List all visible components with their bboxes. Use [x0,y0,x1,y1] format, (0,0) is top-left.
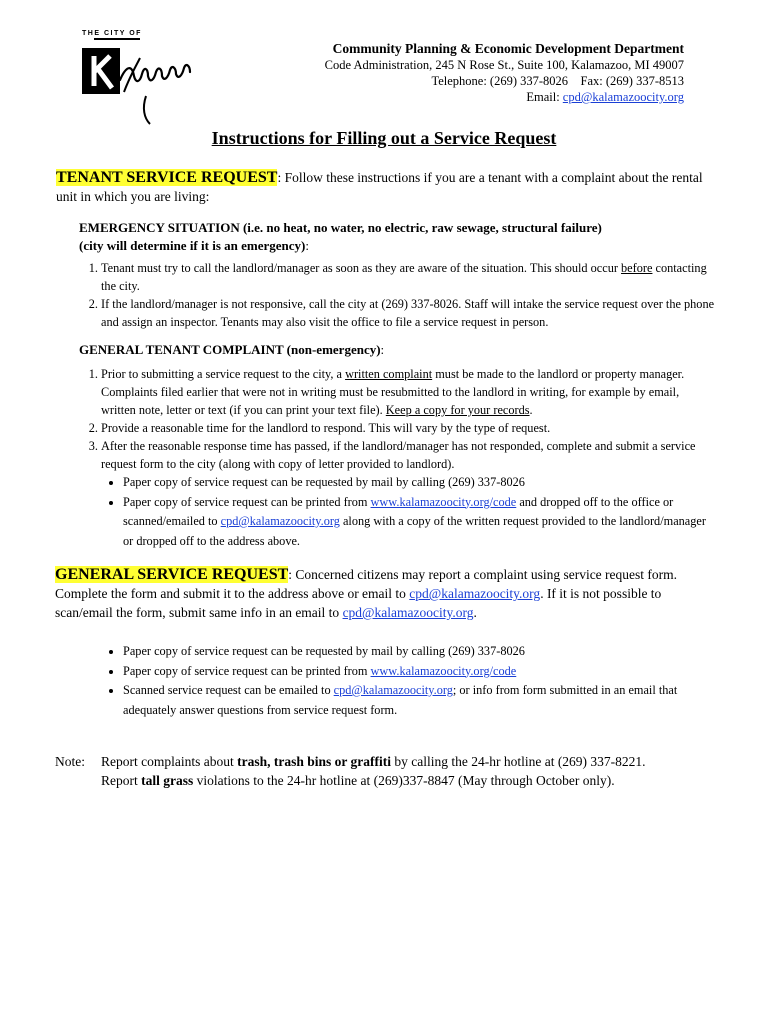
list-item: • Paper copy of service request can be requested by mail by calling (269) 337-8026 [123,642,715,662]
emergency-heading-line2-text: (city will determine if it is an emergency) [79,238,306,253]
tenant-section-intro [56,168,715,206]
city-logo [80,30,198,126]
general-step1-middle: must be made to the landlord or property manager. Complaints filed earlier that were not in writing must be resubmitted to the landlord in writing, for example by email, written note, letter or text (if you can print your text file). [101,367,685,417]
general-tenant-heading-suffix: : [380,342,385,357]
list-item: 2. Provide a reasonable time for the landlord to respond. This will vary by the type of request. [101,419,715,437]
general-tenant-bullets [101,473,715,551]
department-name: Community Planning & Economic Development Department [332,41,684,56]
list-item: • Paper copy of service request can be requested by mail by calling (269) 337-8026 [123,473,715,493]
bullet-text: Scanned service request can be emailed to [123,683,334,697]
general-step1-underlined: written complaint [345,367,433,381]
hotline-note [55,752,715,790]
bullet-text: along with a copy of the written request provided to the landlord/manager or dropped off to the address above. [123,514,706,548]
email-link[interactable]: cpd@kalamazoocity.org [342,605,474,620]
list-item [123,662,715,682]
emergency-step1-end: contacting the city. [101,261,707,293]
list-item [123,681,715,720]
emergency-heading-line2 [79,237,715,255]
email-link[interactable]: cpd@kalamazoocity.org [333,683,453,697]
main-content [55,168,715,790]
list-item [123,493,715,552]
email-link[interactable]: cpd@kalamazoocity.org [409,586,541,601]
emergency-step1-underlined: before [621,261,653,275]
bullet-text: Paper copy of service request can be printed from [123,494,371,509]
list-item [101,259,715,295]
emergency-steps [55,259,715,331]
note-label: Note: [55,754,85,769]
email-link[interactable]: cpd@kalamazoocity.org [220,514,340,528]
kalamazoo-logo-mark [80,36,198,126]
note-text: by calling the 24-hr hotline at (269) 337-8221. [390,754,646,769]
list-item [101,365,715,419]
tenant-intro-text: : Follow these instructions if you are a tenant with a complaint about the rental unit in which you are living: [56,170,703,204]
emergency-heading-suffix: : [305,238,309,253]
emergency-step1-text: Tenant must try to call the landlord/manager as soon as they are aware of the situation. This should occur [101,261,622,275]
tenant-heading: TENANT SERVICE REQUEST [56,169,278,186]
department-header [325,41,684,105]
bullet-text: ; or info from form submitted in an email that adequately answer questions from service request form. [123,683,678,717]
general-tenant-heading [79,341,715,359]
general-step1-text: Prior to submitting a service request to the city, a [101,367,346,381]
code-page-link[interactable]: www.kalamazoocity.org/code [370,663,517,678]
general-request-text: . [473,605,477,620]
general-request-bullets [101,642,715,720]
general-tenant-heading-text: GENERAL TENANT COMPLAINT (non-emergency) [79,342,381,357]
general-step1-underlined-2: Keep a copy for your records [385,403,530,417]
note-line-1 [101,752,646,771]
logo-top-text: THE CITY OF [82,30,142,37]
emergency-heading-line1: EMERGENCY SITUATION (i.e. no heat, no water, no electric, raw sewage, structural failure) [79,220,602,235]
email-label: Email: [526,90,563,104]
list-item: 2. If the landlord/manager is not responsive, call the city at (269) 337-8026. Staff will intake the service request over the phone and assign an inspector. Tenants may also visit the office to file a service request in person. [101,295,715,331]
bullet-text: and dropped off to the office or scanned/emailed to [123,494,674,528]
general-step1-end: . [529,403,533,417]
general-tenant-steps [55,365,715,551]
list-item [101,437,715,551]
page-title: Instructions for Filling out a Service Request [211,128,557,148]
note-line-2 [101,771,646,790]
general-step3-text: After the reasonable response time has passed, if the landlord/manager has not responded, complete and submit a service request form to the city (along with copy of letter provided to landlord). [101,439,696,471]
header-email-link[interactable]: cpd@kalamazoocity.org [562,90,684,104]
general-request-heading: GENERAL SERVICE REQUEST [55,566,289,583]
department-phones: Telephone: (269) 337-8026 Fax: (269) 337-8513 [431,74,684,88]
general-request-intro [55,565,715,622]
general-request-text: . If it is not possible to scan/email the form, submit same info in an email to [55,586,662,620]
note-bold: tall grass [141,773,194,788]
note-text: violations to the 24-hr hotline at (269)337-8847 (May through October only). [193,773,615,788]
department-email-line [325,89,684,105]
note-body [101,752,646,790]
emergency-heading [79,219,715,255]
department-address: Code Administration, 245 N Rose St., Suite 100, Kalamazoo, MI 49007 [324,58,684,72]
note-text: Report complaints about [101,754,238,769]
note-bold: trash, trash bins or graffiti [237,754,391,769]
general-request-text: : Concerned citizens may report a complaint using service request form. Complete the form and submit it to the address above or email to [55,567,678,601]
code-page-link[interactable]: www.kalamazoocity.org/code [370,494,517,509]
note-text: Report [101,773,142,788]
bullet-text: Paper copy of service request can be printed from [123,663,371,678]
